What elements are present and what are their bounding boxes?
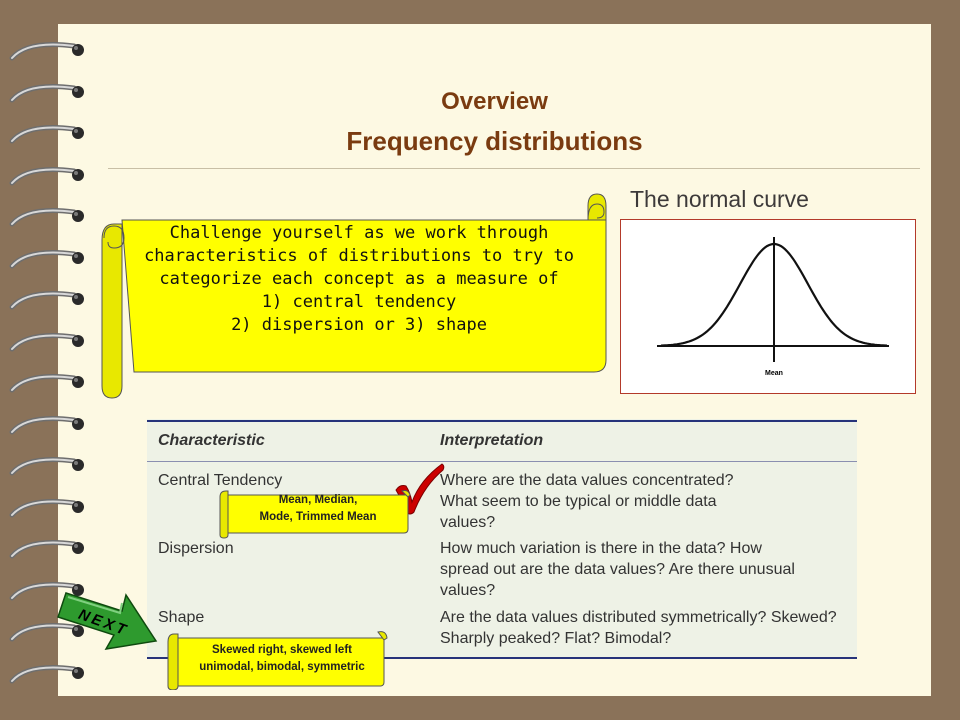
row-shape-label: Shape	[158, 609, 205, 626]
interpretation-line: Where are the data values concentrated?	[440, 472, 734, 489]
next-label: NEXT	[76, 605, 131, 640]
normal-curve-graphic	[621, 220, 915, 393]
interpretation-line: spread out are the data values? Are there unusual	[440, 561, 795, 578]
normal-curve-figure	[620, 219, 916, 394]
header-interpretation: Interpretation	[440, 432, 544, 449]
challenge-line: characteristics of distributions to try to	[144, 246, 574, 266]
callout-line: Mean, Median,	[278, 494, 358, 506]
spiral-ring	[8, 536, 86, 562]
slide-subtitle: Frequency distributions	[346, 126, 643, 156]
interpretation-line: Sharply peaked? Flat? Bimodal?	[440, 630, 672, 647]
row-central-label: Central Tendency	[158, 472, 283, 489]
table-top-rule	[147, 420, 857, 422]
challenge-line: Challenge yourself as we work through	[169, 223, 549, 243]
callout-line: unimodal, bimodal, symmetric	[199, 661, 365, 673]
callout-line: Mode, Trimmed Mean	[259, 511, 377, 523]
row-central-interpretation	[440, 470, 850, 533]
spiral-ring	[8, 204, 86, 230]
slide-title: Overview	[441, 88, 548, 115]
spiral-ring	[8, 329, 86, 355]
table-header-rule	[147, 461, 857, 462]
shape-callout-text	[180, 642, 384, 676]
spiral-ring	[8, 38, 86, 64]
normal-curve-label: The normal curve	[630, 186, 809, 212]
next-button[interactable]	[56, 575, 160, 659]
spiral-ring	[8, 370, 86, 396]
central-callout-text	[230, 492, 406, 526]
challenge-line: 1) central tendency	[261, 292, 457, 312]
interpretation-line: What seem to be typical or middle data	[440, 493, 717, 510]
spiral-ring	[8, 661, 86, 687]
interpretation-line: values?	[440, 514, 496, 531]
row-dispersion-label: Dispersion	[158, 540, 234, 557]
row-shape-interpretation	[440, 607, 850, 649]
interpretation-line: How much variation is there in the data? How	[440, 540, 762, 557]
interpretation-line: Are the data values distributed symmetrically? Skewed?	[440, 609, 837, 626]
spiral-ring	[8, 246, 86, 272]
callout-line: Skewed right, skewed left	[212, 644, 352, 656]
challenge-text	[120, 222, 598, 337]
spiral-ring	[8, 163, 86, 189]
mean-axis-label: Mean	[765, 370, 783, 377]
title-divider	[108, 168, 920, 169]
challenge-line: 2) dispersion or 3) shape	[231, 315, 487, 335]
challenge-line: categorize each concept as a measure of	[159, 269, 559, 289]
spiral-ring	[8, 287, 86, 313]
spiral-ring	[8, 453, 86, 479]
spiral-ring	[8, 412, 86, 438]
row-dispersion-interpretation	[440, 538, 850, 601]
interpretation-line: values?	[440, 582, 496, 599]
header-characteristic: Characteristic	[158, 432, 265, 449]
spiral-ring	[8, 495, 86, 521]
